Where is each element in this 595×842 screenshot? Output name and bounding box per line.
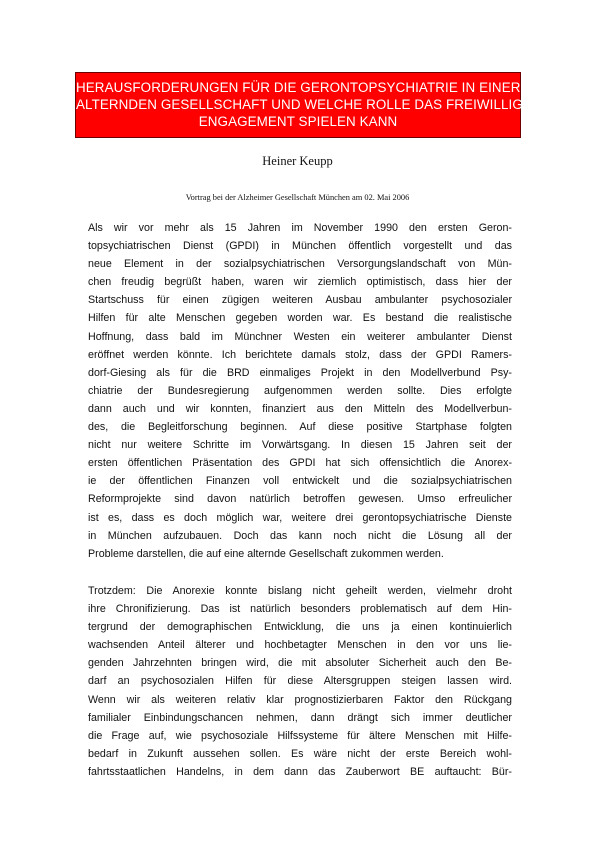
text-line: darf an psychosozialen Hilfen für diese Altersgruppen steigen lassen wird. (88, 675, 512, 688)
text-line: Probleme darstellen, die auf eine alternde Gesellschaft zukommen werden. (88, 547, 444, 560)
text-line: des, die Begleitforschung beginnen. Auf diese positive Startphase folgten (88, 421, 512, 434)
text-line: die Frage auf, wie psychosoziale Hilfssysteme für ältere Menschen mit Hilfe- (88, 729, 512, 742)
text-line: Hilfen für alte Menschen gegeben worden war. Es bestand die realistische (88, 312, 512, 325)
text-line: Wenn wir als weiteren relativ klar prognostizierbaren Faktor den Rückgang (88, 693, 512, 706)
text-line: chiatrie der Bundesregierung aufgenommen werden sollte. Dies erfolgte (88, 384, 512, 397)
document-title-banner (75, 72, 532, 138)
text-line: chen freudig begrüßt haben, waren wir ziemlich optimistisch, dass hier der (88, 276, 512, 289)
text-line: eröffnet werden könnte. Ich berichtete damals stolz, dass der GPDI Ramers- (88, 348, 512, 361)
lecture-subtitle: Vortrag bei der Alzheimer Gesellschaft München am 02. Mai 2006 (185, 193, 410, 202)
text-line: fahrtsstaatlichen Handelns, in dem dann das Zauberwort BE auftaucht: Bür- (88, 765, 512, 778)
text-line: ist es, dass es doch möglich war, weitere drei gerontopsychiatrische Dienste (88, 511, 512, 524)
text-line: Hoffnung, dass bald im Münchner Westen ein weiterer ambulanter Dienst (88, 330, 512, 343)
text-line: wachsenden Anteil älterer und hochbetagter Menschen in den vor uns lie- (88, 639, 512, 652)
text-line: nicht nur weitere Schritte im Vorwärtsgang. In diesen 15 Jahren seit der (88, 439, 512, 452)
author-name: Heiner Keupp (262, 154, 333, 168)
text-line: genden Jahrzehnten bringen wird, die mit absoluter Sicherheit auch den Be- (88, 657, 512, 670)
text-line: topsychiatrischen Dienst (GPDI) in München öffentlich vorgestellt und das (88, 240, 512, 253)
text-line: ihre Chronifizierung. Das ist natürlich besonders problematisch auf dem Hin- (88, 603, 512, 616)
text-line: Als wir vor mehr als 15 Jahren im November 1990 den ersten Geron- (88, 222, 512, 234)
text-line: in München aufzubauen. Doch das kann noch nicht die Lösung all der (88, 529, 512, 542)
text-line: Reformprojekte sind davon natürlich betroffen gewesen. Umso erfreulicher (88, 493, 512, 506)
text-line: neue Element in der sozialpsychiatrischen Versorgungslandschaft von Mün- (88, 258, 512, 271)
text-line: tergrund der demographischen Entwicklung, die uns ja einen kontinuierlich (88, 621, 512, 634)
text-line: dann auch und wir konnten, finanziert aus den Mitteln des Modellverbun- (88, 402, 512, 415)
text-line: dorf-Giesing als für die BRD einmaliges Projekt in den Modellverbund Psy- (88, 366, 512, 379)
paragraph-1 (88, 219, 512, 563)
title-line: ENGAGEMENT SPIELEN KANN (198, 114, 398, 129)
text-line: Trotzdem: Die Anorexie konnte bislang nicht geheilt werden, vielmehr droht (88, 585, 512, 597)
text-line: Startschuss für einen zügigen weiteren Ausbau ambulanter psychosozialer (88, 294, 512, 307)
paragraph-2 (88, 582, 512, 781)
text-line: ie der öffentlichen Finanzen voll entwickelt und die sozialpsychiatrischen (88, 475, 512, 488)
title-line: ALTERNDEN GESELLSCHAFT UND WELCHE ROLLE DAS FREIWILLIGE (76, 97, 532, 112)
text-line: ersten öffentlichen Präsentation des GPDI hat sich offensichtlich die Anorex- (88, 457, 512, 470)
text-line: bedarf in Zukunft aussehen sollen. Es wäre nicht der erste Bereich wohl- (88, 747, 512, 760)
title-line: HERAUSFORDERUNGEN FÜR DIE GERONTOPSYCHIATRIE IN EINER (76, 80, 521, 95)
text-line: familialer Einbindungschancen nehmen, dann drängt sich immer deutlicher (88, 711, 512, 724)
